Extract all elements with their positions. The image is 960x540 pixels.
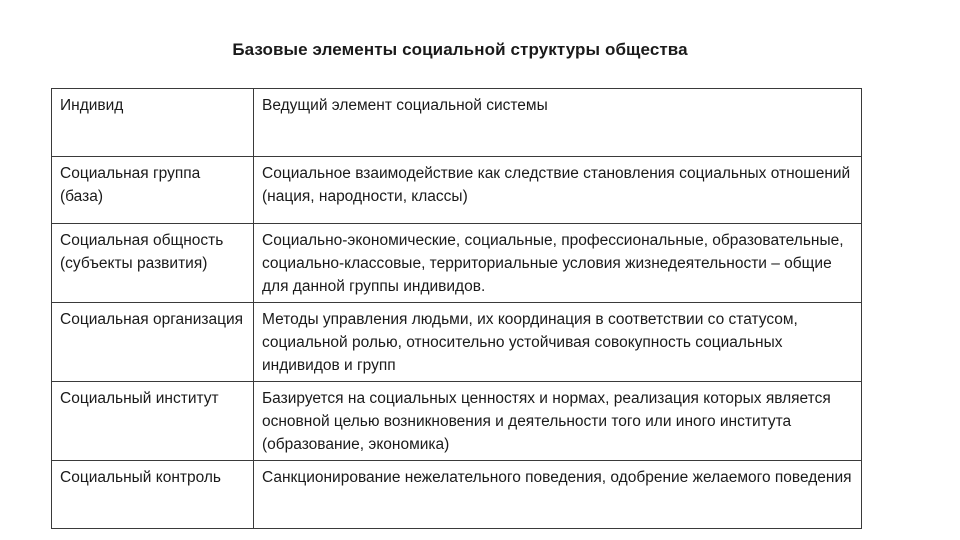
description-cell: Базируется на социальных ценностях и нормах, реализация которых является основной целью возникновения и деятельности того или иного института (образование, экономика) xyxy=(254,382,862,461)
description-cell: Социальное взаимодействие как следствие становления социальных отношений (нация, народности, классы) xyxy=(254,157,862,224)
table-row xyxy=(52,303,862,382)
term-cell: Социальная общность (субъекты развития) xyxy=(52,224,254,303)
term-cell: Социальный контроль xyxy=(52,461,254,529)
description-cell: Методы управления людьми, их координация в соответствии со статусом, социальной ролью, относительно устойчивая совокупность социальных индивидов и групп xyxy=(254,303,862,382)
page-title: Базовые элементы социальной структуры общества xyxy=(232,40,688,59)
structure-table xyxy=(51,88,862,529)
table-row xyxy=(52,89,862,157)
description-cell: Ведущий элемент социальной системы xyxy=(254,89,862,157)
description-cell: Социально-экономические, социальные, профессиональные, образовательные, социально-классовые, территориальные условия жизнедеятельности – общие для данной группы индивидов. xyxy=(254,224,862,303)
term-cell: Индивид xyxy=(52,89,254,157)
table-row xyxy=(52,461,862,529)
table-row xyxy=(52,224,862,303)
term-cell: Социальный институт xyxy=(52,382,254,461)
table-row xyxy=(52,382,862,461)
table-row xyxy=(52,157,862,224)
term-cell: Социальная группа (база) xyxy=(52,157,254,224)
description-cell: Санкционирование нежелательного поведения, одобрение желаемого поведения xyxy=(254,461,862,529)
term-cell: Социальная организация xyxy=(52,303,254,382)
